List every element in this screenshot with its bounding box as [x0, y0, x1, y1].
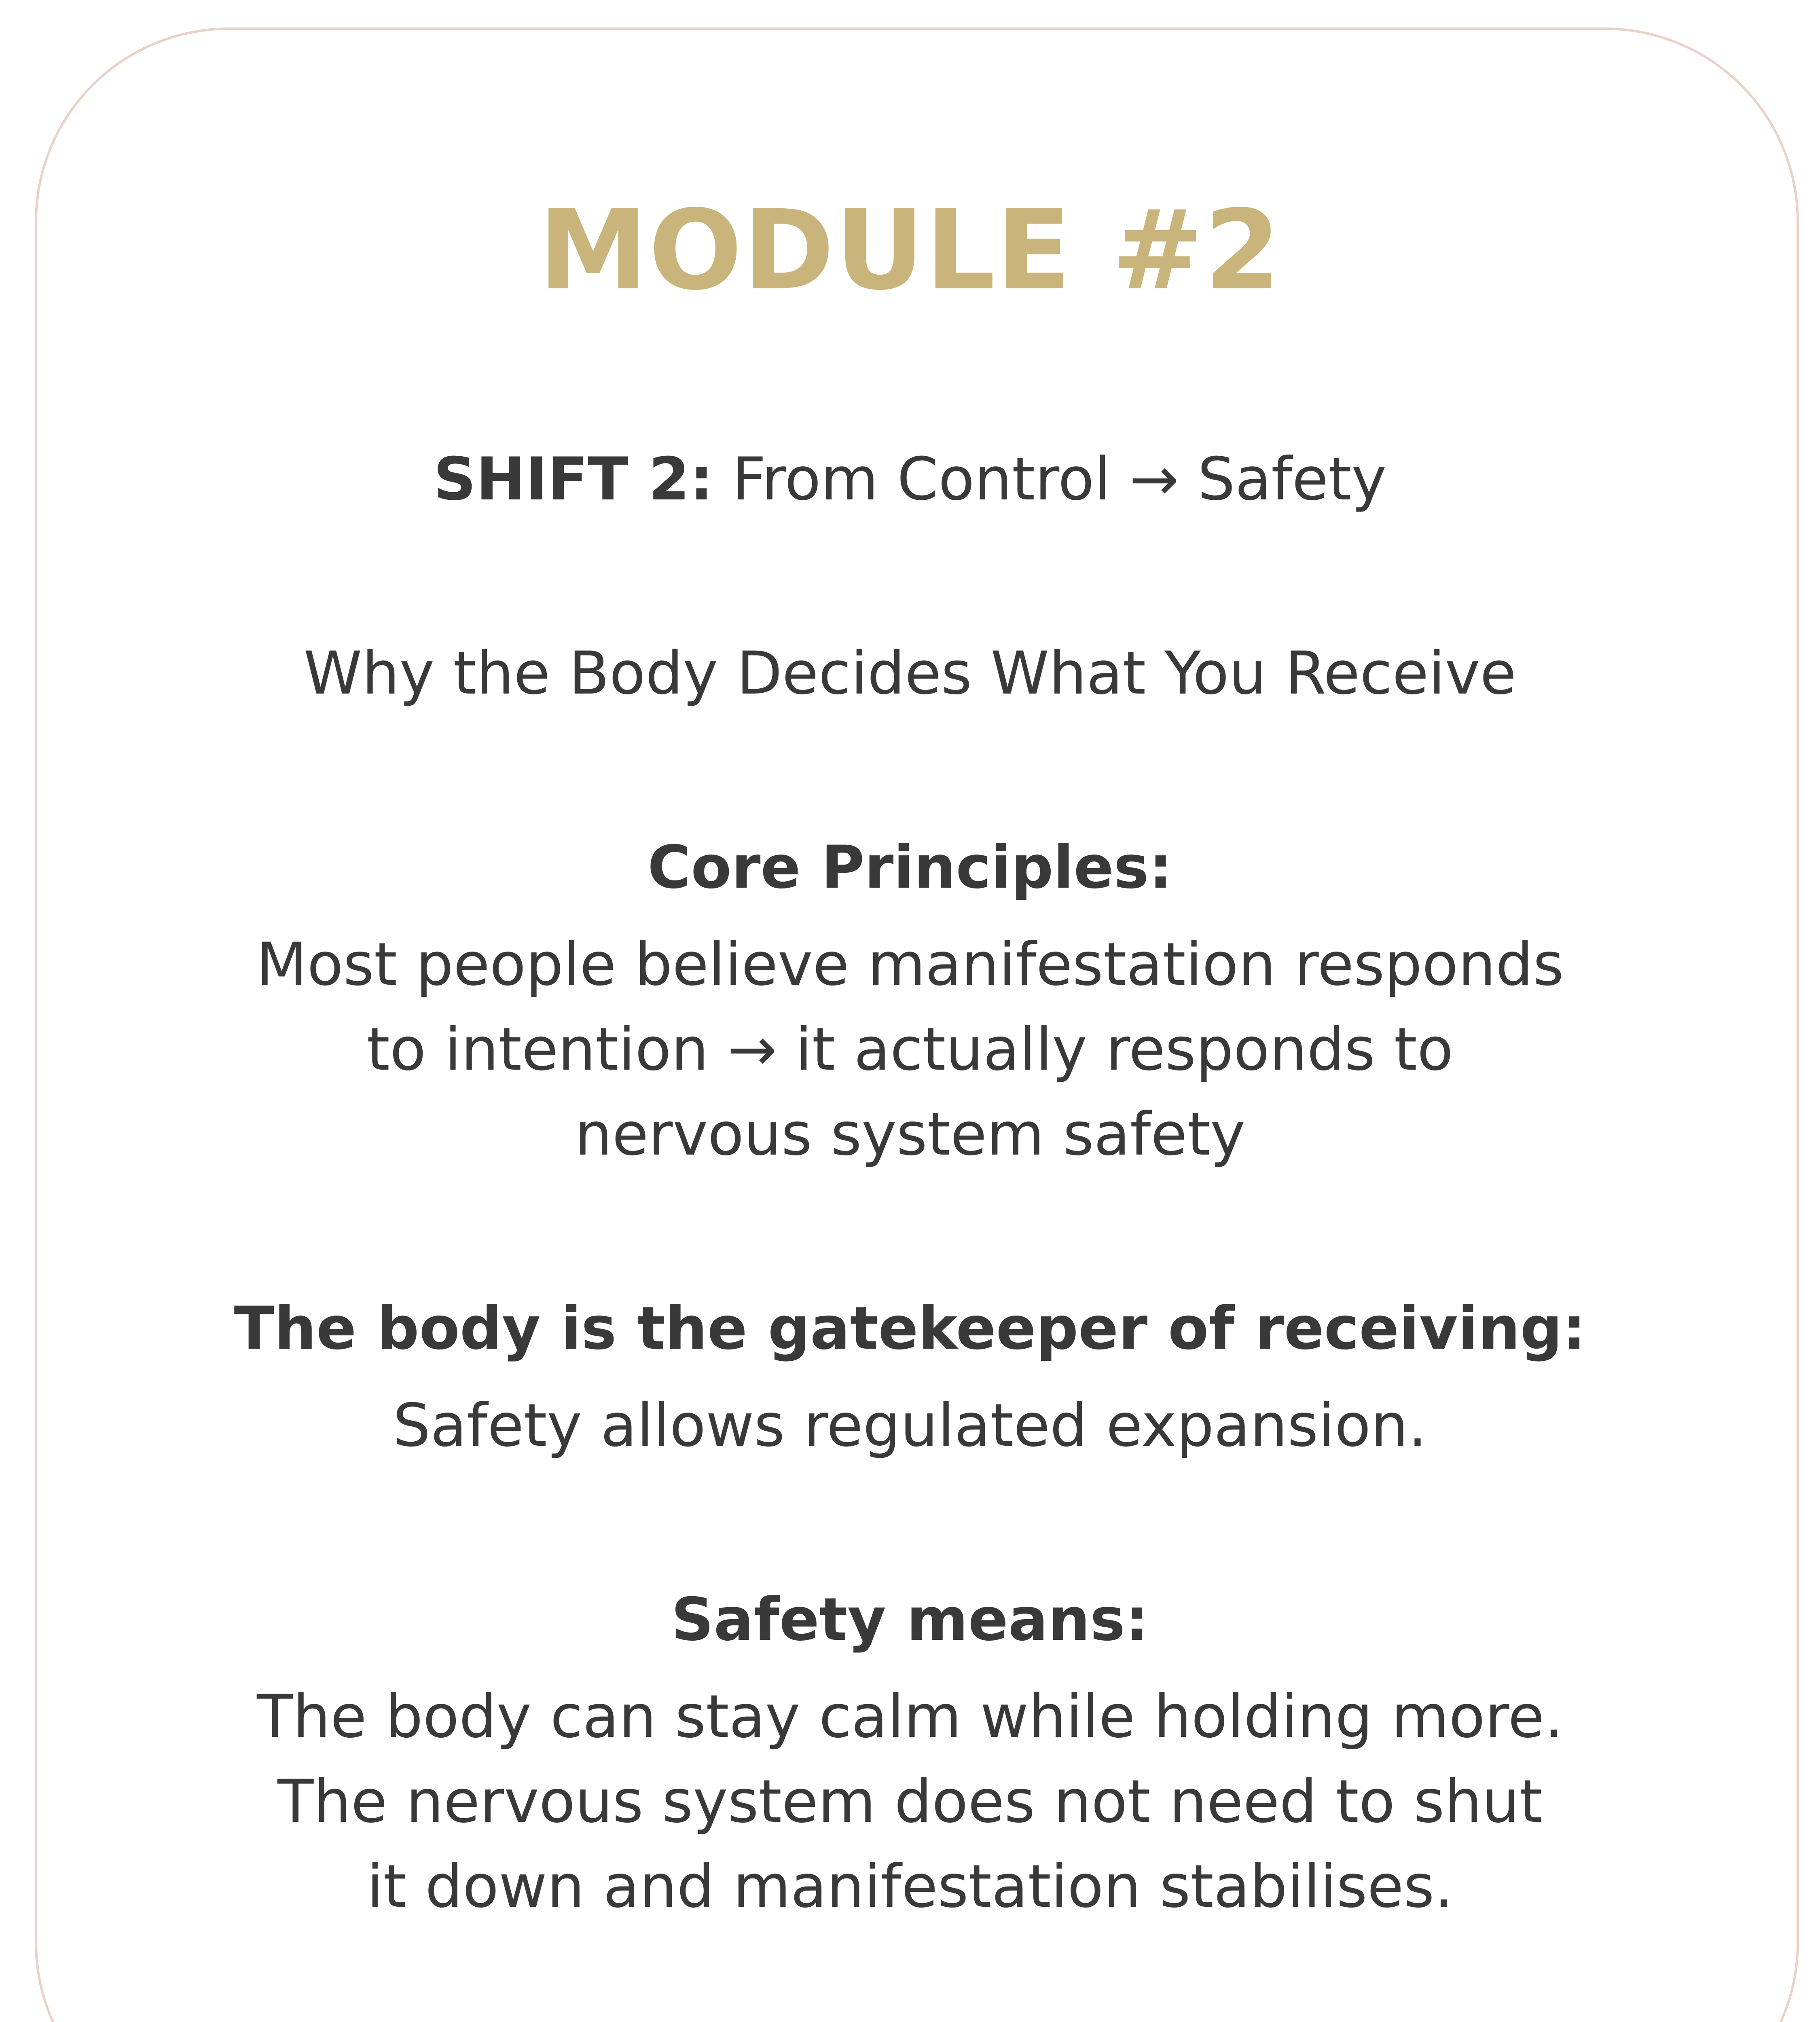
gatekeeper-heading: The body is the gatekeeper of receiving: [234, 1294, 1586, 1363]
gatekeeper-text: Safety allows regulated expansion. [393, 1391, 1427, 1460]
safety-means-body [121, 1674, 1699, 1929]
core-principles-line: Most people believe manifestation responds [256, 930, 1564, 999]
shift-line [121, 437, 1699, 522]
module-title: MODULE #2 [538, 187, 1282, 315]
core-principles-body [121, 922, 1699, 1177]
safety-means-heading: Safety means: [671, 1585, 1149, 1654]
safety-means-line: The body can stay calm while holding more. [257, 1682, 1563, 1751]
core-principles-heading: Core Principles: [648, 833, 1172, 902]
safety-means-line: The nervous system does not need to shut [277, 1767, 1543, 1836]
shift-text: From Control → Safety [713, 445, 1387, 514]
safety-means-line: it down and manifestation stabilises. [366, 1852, 1454, 1921]
shift-label: SHIFT 2: [433, 445, 713, 514]
core-principles-line: to intention → it actually responds to [366, 1015, 1454, 1084]
module-subtitle: Why the Body Decides What You Receive [303, 639, 1517, 708]
core-principles-line: nervous system safety [575, 1100, 1245, 1169]
